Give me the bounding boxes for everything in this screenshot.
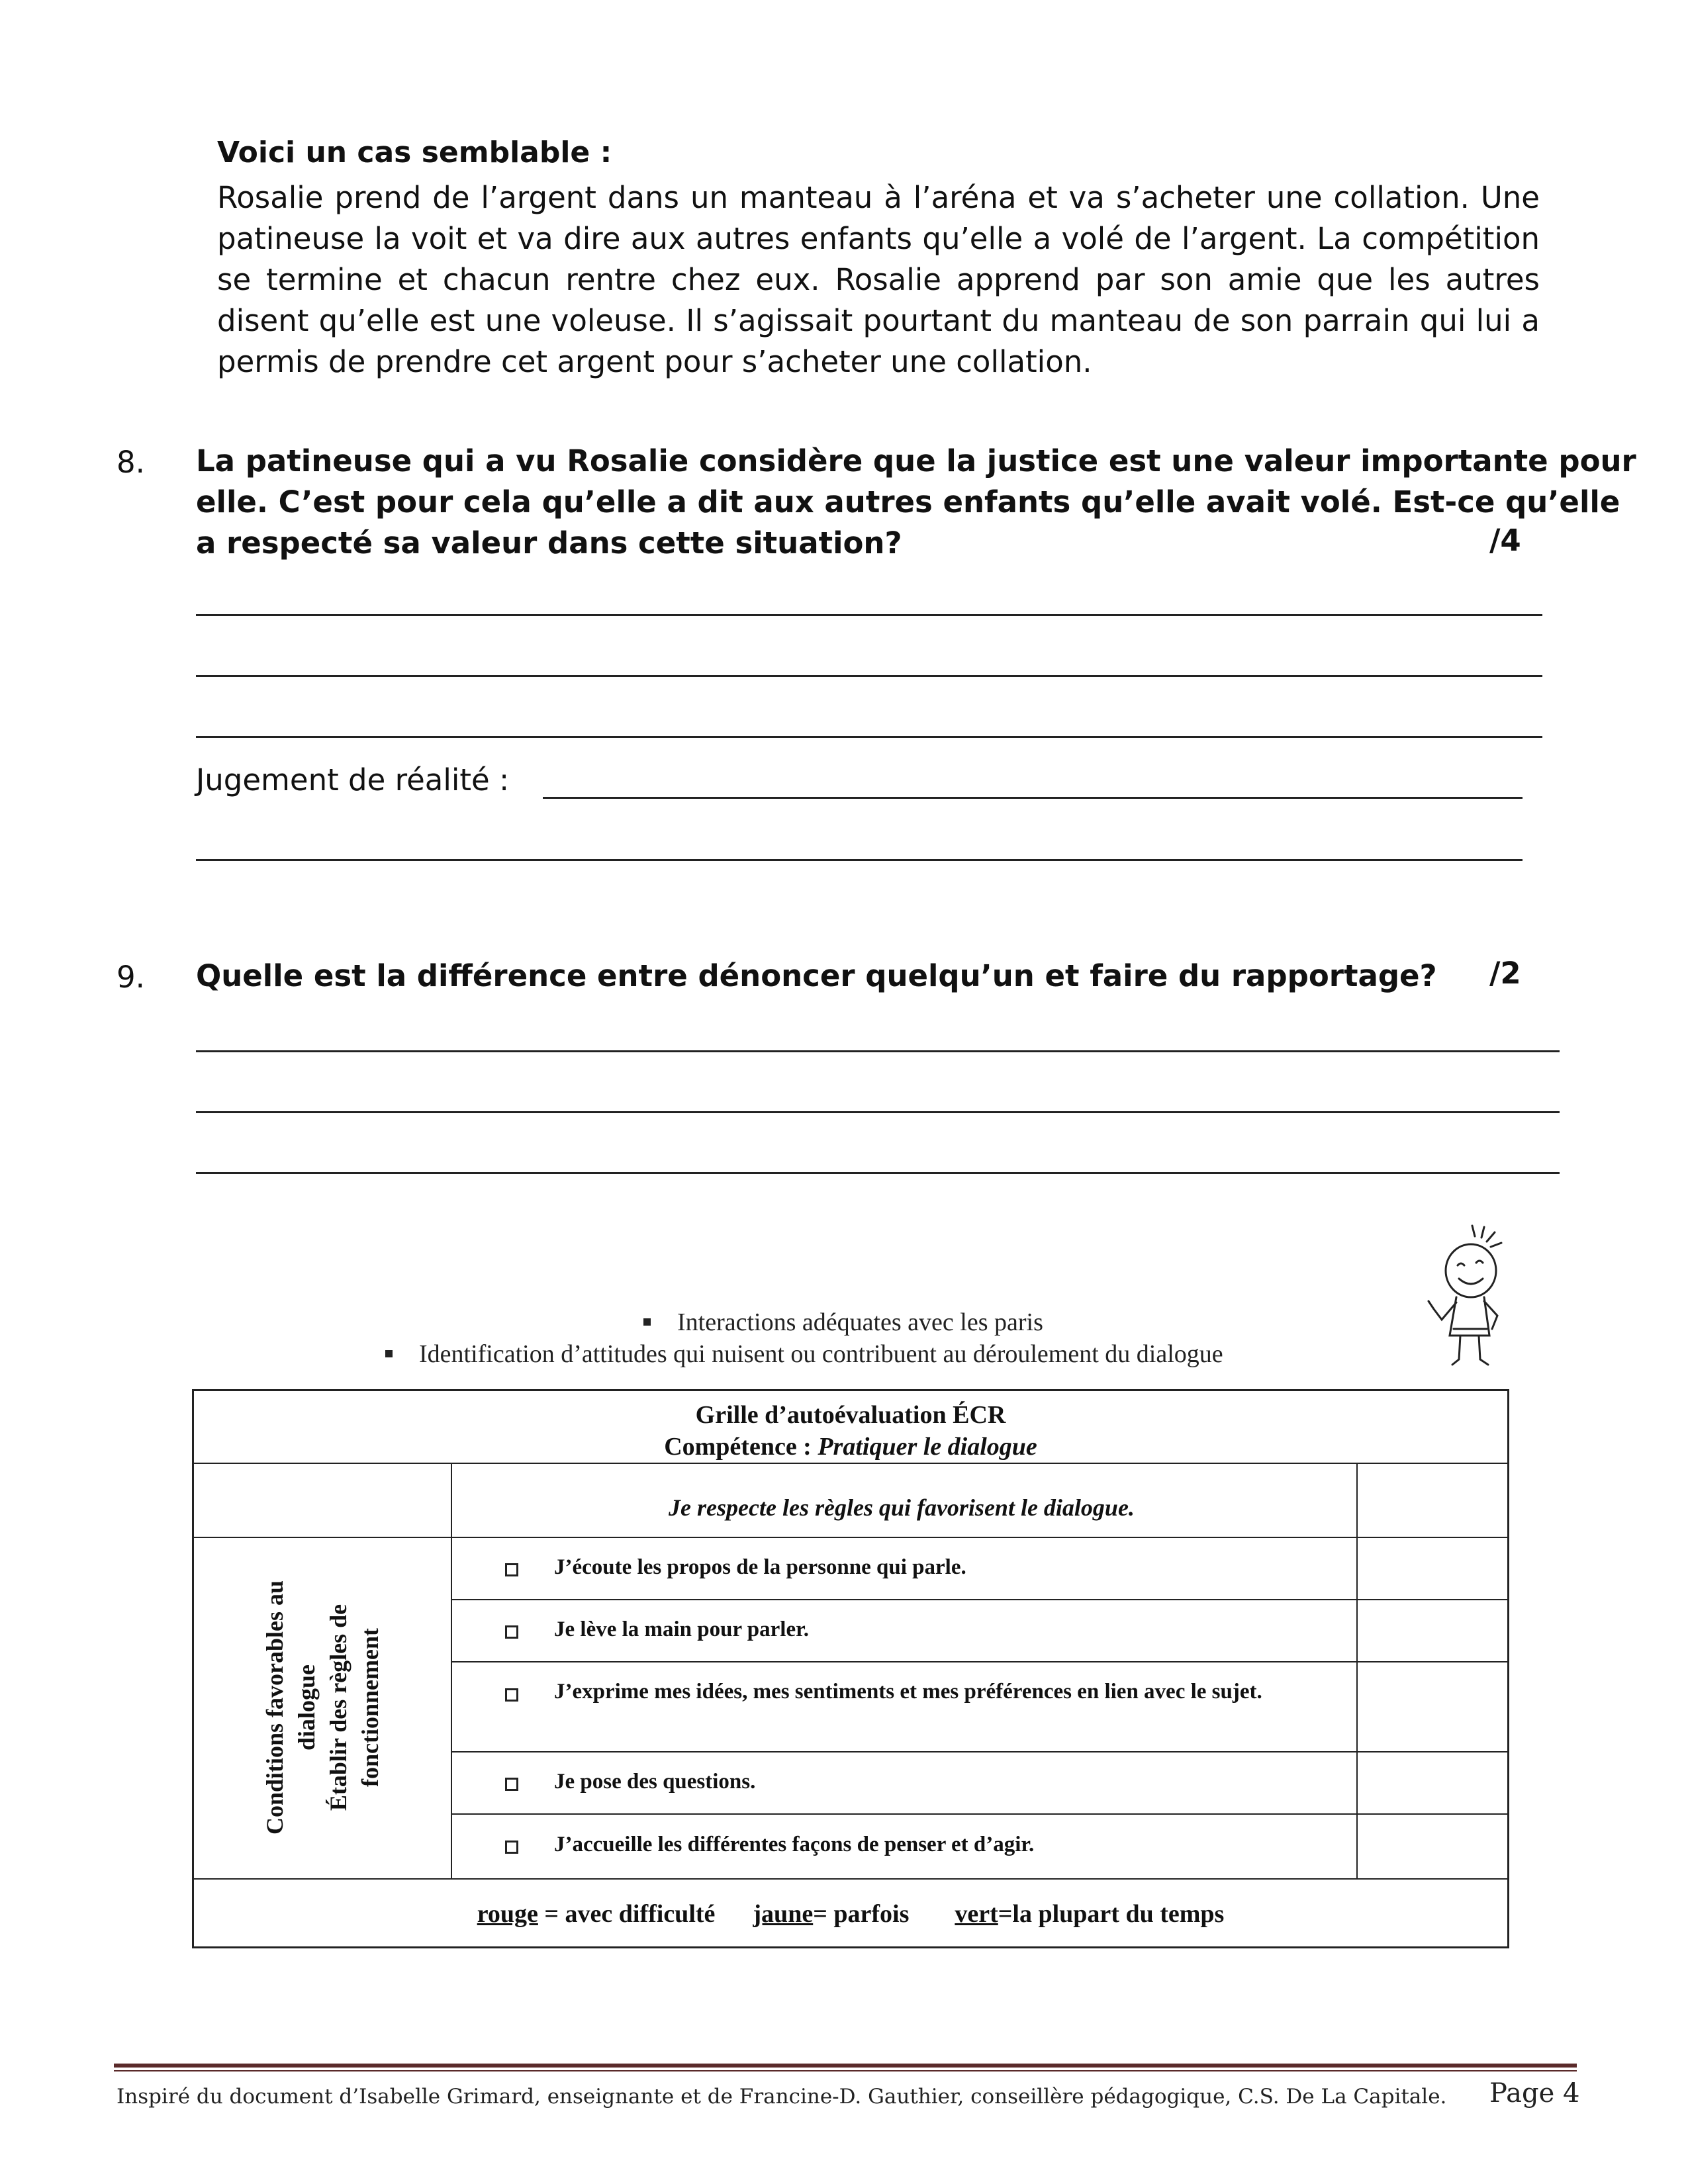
question-8-line-3: a respecté sa valeur dans cette situation? (196, 525, 902, 561)
footer-rule (114, 2064, 1577, 2068)
case-heading: Voici un cas semblable : (217, 136, 612, 169)
question-9-number: 9. (117, 960, 145, 995)
grid-title: Grille d’autoévaluation ÉCR (695, 1401, 1006, 1429)
question-8-number: 8. (117, 445, 145, 480)
checkbox-icon[interactable] (505, 1563, 518, 1576)
answer-line[interactable] (196, 1050, 1560, 1052)
bullet-square-icon (385, 1350, 393, 1357)
question-8-points: /4 (1489, 523, 1521, 558)
grid-competence: Compétence : Pratiquer le dialogue (664, 1433, 1037, 1461)
footer-credit: Inspiré du document d’Isabelle Grimard, enseignante et de Francine-D. Gauthier, conseillère pédagogique, C.S. De La Capitale. (117, 2085, 1447, 2109)
checkbox-icon[interactable] (505, 1625, 518, 1639)
color-legend: rouge = avec difficulté jaune= parfois vert=la plupart du temps (477, 1900, 1225, 1928)
side-label: Conditions favorables au dialogue Établir des règles de fonctionnement (261, 1580, 383, 1835)
checkbox-icon[interactable] (505, 1841, 518, 1854)
answer-line[interactable] (196, 675, 1542, 677)
page-number: Page 4 (1489, 2078, 1580, 2109)
judgement-answer-line[interactable] (543, 797, 1523, 799)
answer-line[interactable] (196, 1111, 1560, 1113)
bullet-square-icon (643, 1318, 651, 1326)
bullet-item: Identification d’attitudes qui nuisent ou contribuent au déroulement du dialogue (385, 1340, 1223, 1369)
question-9-points: /2 (1489, 956, 1521, 991)
rule-header: Je respecte les règles qui favorisent le dialogue. (669, 1494, 1135, 1521)
case-body: Rosalie prend de l’argent dans un manteau à l’aréna et va s’acheter une collation. Une patineuse la voit et va dire aux autres enfants qu’elle a volé de l’argent. La compétition se termine et chacun rentre chez eux. Rosalie apprend par son amie que les autres disent qu’elle est une voleuse. Il s’agissait pourtant du manteau de son parrain qui lui a permis de prendre cet argent pour s’acheter une collation. (217, 180, 1540, 379)
checkbox-icon[interactable] (505, 1688, 518, 1702)
checkbox-icon[interactable] (505, 1778, 518, 1791)
question-9-text: Quelle est la différence entre dénoncer quelqu’un et faire du rapportage? (196, 958, 1437, 993)
judgement-label: Jugement de réalité : (196, 762, 510, 797)
answer-line[interactable] (196, 736, 1542, 738)
footer-rule (114, 2070, 1577, 2071)
answer-line[interactable] (196, 1172, 1560, 1174)
question-8-line-2: elle. C’est pour cela qu’elle a dit aux autres enfants qu’elle avait volé. Est-ce qu’elle (196, 484, 1620, 520)
answer-line[interactable] (196, 614, 1542, 616)
bullet-item: Interactions adéquates avec les paris (643, 1308, 1043, 1337)
answer-line[interactable] (196, 859, 1523, 861)
self-evaluation-grid: Grille d’autoévaluation ÉCR Compétence : Pratiquer le dialogue Je respecte les règles qui favorisent le dialogue. Conditions favorables au dialogue Établir des règles de fonctionnement J’écoute les propos de la personne qui parle. Je lève la main pour parler. J’exprime mes idées, mes sentiments et mes préférences en lien avec le sujet. Je pose des questions. J’accueille les différentes façons de penser et d’agir. rouge = avec difficulté jaune= parfois vert=la plupart du temps (192, 1389, 1509, 1948)
girl-illustration-icon (1423, 1223, 1523, 1373)
question-8-line-1: La patineuse qui a vu Rosalie considère que la justice est une valeur importante pour (196, 443, 1636, 478)
